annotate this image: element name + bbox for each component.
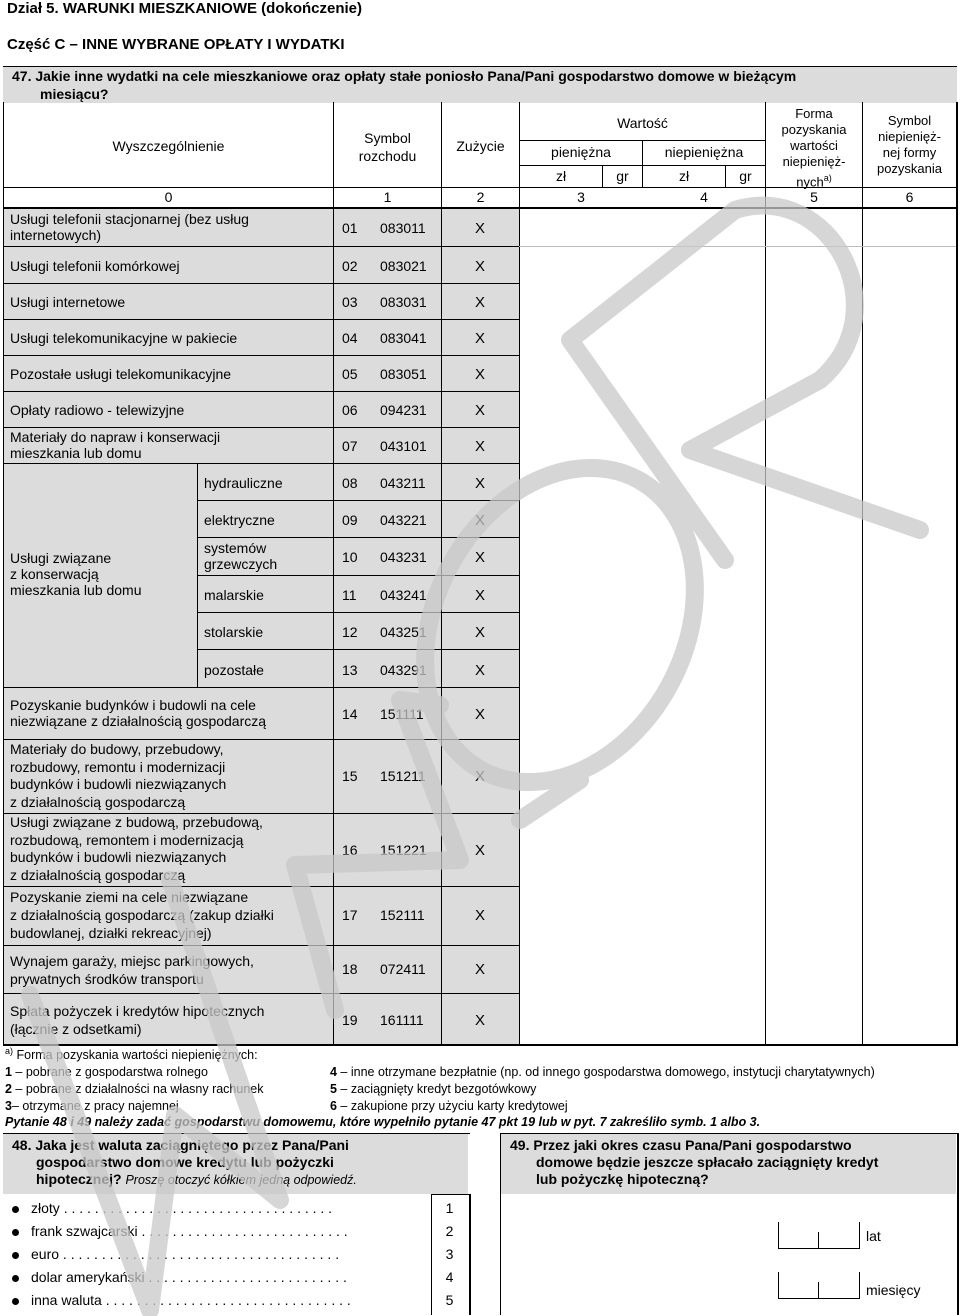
header-wyszczegolnienie: Wyszczególnienie <box>112 138 225 154</box>
header-symbol-niepieniezny: Symbol niepienięż- nej formy pozyskania <box>876 113 943 176</box>
table-row-label: Pozostałe usługi telekomunikacyjne <box>10 366 232 382</box>
table-row-label: elektryczne <box>204 512 275 528</box>
table-row-label: Materiały do napraw i konserwacji mieszkania lub domu <box>10 429 221 461</box>
row-x-mark: X <box>475 961 486 978</box>
row-x-mark: X <box>475 258 486 275</box>
table-row-label: Wynajem garaży, miejsc parkingowych, prywatnych środków transportu <box>10 953 254 987</box>
years-unit-label: lat <box>866 1228 881 1244</box>
row-symbol: 043101 <box>380 438 427 454</box>
bullet-icon <box>12 1229 19 1236</box>
header-wartosc: Wartość <box>617 115 668 131</box>
row-x-mark: X <box>475 438 486 455</box>
row-number: 02 <box>342 258 358 274</box>
col-number-1: 1 <box>383 189 392 205</box>
row-x-mark: X <box>475 294 486 311</box>
months-input[interactable] <box>778 1272 860 1299</box>
col-number-6: 6 <box>905 189 914 205</box>
row-x-mark: X <box>475 1012 486 1029</box>
row-number: 09 <box>342 512 358 528</box>
row-x-mark: X <box>475 706 486 723</box>
option-zloty[interactable]: złoty . . . . . . . . . . . . . . . . . . . . . . . . . . . . . . . . . . . <box>12 1200 332 1216</box>
footnote-item-2: 2 – pobrane z działalności na własny rachunek <box>5 1082 264 1096</box>
row-x-mark: X <box>475 768 486 785</box>
row-number: 03 <box>342 294 358 310</box>
option-code[interactable]: 3 <box>445 1246 454 1262</box>
footnote-title: $^{a)}$ Forma pozyskania wartości niepieniężnych: <box>5 1046 258 1063</box>
col-number-3: 3 <box>577 189 585 205</box>
row-symbol: 152111 <box>380 907 425 923</box>
answer-area[interactable] <box>520 209 956 1044</box>
row-x-mark: X <box>475 842 486 859</box>
header-zl-1: zł <box>555 168 567 184</box>
row-symbol: 043211 <box>380 475 426 491</box>
table-row-label: Usługi telefonii stacjonarnej (bez usług internetowych) <box>10 211 249 243</box>
row-symbol: 043251 <box>380 624 427 640</box>
table-row-label: stolarskie <box>204 624 264 640</box>
row-number: 08 <box>342 475 358 491</box>
row-number: 05 <box>342 366 358 382</box>
section-title: Dział 5. WARUNKI MIESZKANIOWE (dokończenie) <box>7 0 363 17</box>
col-number-0: 0 <box>164 189 173 205</box>
bullet-icon <box>12 1275 19 1282</box>
table-row-label: Opłaty radiowo - telewizyjne <box>10 402 185 418</box>
table-row-label: Usługi związane z budową, przebudową, rozbudową, remontem i modernizacją budynków i budowli niezwiązanych z działalnością gospodarczą <box>10 814 263 883</box>
row-x-mark: X <box>475 512 486 529</box>
table-row-label: Usługi internetowe <box>10 294 126 310</box>
table-row-label: Pozyskanie ziemi na cele niezwiązane z działalnością gospodarczą (zakup działki budowlanej, działki rekreacyjnej) <box>10 889 274 941</box>
footnote-item-5: 5 – zaciągnięty kredyt bezgotówkowy <box>330 1082 537 1096</box>
row-x-mark: X <box>475 330 486 347</box>
bullet-icon <box>12 1298 19 1305</box>
footnote-item-3: 3– otrzymane z pracy najemnej <box>5 1099 179 1113</box>
option-code[interactable]: 1 <box>445 1200 454 1216</box>
row-number: 17 <box>342 907 358 923</box>
header-gr-2: gr <box>739 168 752 184</box>
row-symbol: 083021 <box>380 258 427 274</box>
header-symbol: Symbol <box>364 130 411 146</box>
row-symbol: 083051 <box>380 366 427 382</box>
row-number: 12 <box>342 624 358 640</box>
table-row-label: pozostałe <box>204 662 264 678</box>
row-number: 01 <box>342 220 358 236</box>
row-number: 10 <box>342 549 358 565</box>
row-number: 18 <box>342 961 358 977</box>
row-x-mark: X <box>475 662 486 679</box>
question-49-text: 49. Przez jaki okres czasu Pana/Pani gospodarstwo domowe będzie jeszcze spłacało zaciągnięty kredyt lub pożyczkę hipoteczną? <box>510 1137 879 1187</box>
row-number: 19 <box>342 1012 358 1028</box>
header-pieniezna: pieniężna <box>551 144 611 160</box>
table-row-label: Pozyskanie budynków i budowli na cele niezwiązane z działalnością gospodarczą <box>10 697 267 729</box>
header-gr-1: gr <box>616 168 629 184</box>
row-x-mark: X <box>475 475 486 492</box>
header-forma: Forma pozyskania wartości niepienięż- nych$^{a)}$ <box>781 106 847 190</box>
row-number: 07 <box>342 438 358 454</box>
footnote-item-4: 4 – inne otrzymane bezpłatnie (np. od innego gospodarstwa domowego, instytucji charytatywnych) <box>330 1065 875 1079</box>
row-x-mark: X <box>475 549 486 566</box>
row-symbol: 083011 <box>380 220 426 236</box>
section-subtitle: Część C – INNE WYBRANE OPŁATY I WYDATKI <box>7 36 345 53</box>
question-47-text-cont: miesiącu? <box>40 86 109 102</box>
row-x-mark: X <box>475 366 486 383</box>
col-number-5: 5 <box>810 189 818 205</box>
col-number-4: 4 <box>700 189 708 205</box>
table-row-label: Usługi telefonii komórkowej <box>10 258 180 274</box>
row-number: 13 <box>342 662 358 678</box>
table-row-label: hydrauliczne <box>204 475 283 491</box>
months-unit-label: miesięcy <box>866 1282 921 1298</box>
bullet-icon <box>12 1206 19 1213</box>
bullet-icon <box>12 1252 19 1259</box>
row-number: 14 <box>342 706 358 722</box>
option-frank[interactable]: frank szwajcarski . . . . . . . . . . . . . . . . . . . . . . . . . . . <box>12 1223 348 1239</box>
years-input[interactable] <box>778 1222 860 1249</box>
table-row-label: malarskie <box>204 587 264 603</box>
option-code[interactable]: 5 <box>445 1292 454 1308</box>
row-symbol: 094231 <box>380 402 427 418</box>
row-x-mark: X <box>475 220 486 237</box>
header-zuzycie: Zużycie <box>456 138 505 154</box>
option-code[interactable]: 4 <box>445 1269 454 1285</box>
header-rozchodu: rozchodu <box>358 148 417 164</box>
row-symbol: 151221 <box>380 842 427 858</box>
instruction-note: Pytanie 48 i 49 należy zadać gospodarstwu domowemu, które wypełniło pytanie 47 pkt 19 lub w pyt. 7 zakreśliło symb. 1 albo 3. <box>5 1115 761 1129</box>
table-row-label: Materiały do budowy, przebudowy, rozbudowy, remontu i modernizacji budynków i budowli niezwiązanych z działalnością gospodarczą <box>10 741 227 810</box>
row-number: 15 <box>342 768 358 784</box>
row-symbol: 043221 <box>380 512 427 528</box>
row-x-mark: X <box>475 907 486 924</box>
footnote-item-6: 6 – zakupione przy użyciu karty kredytowej <box>330 1099 568 1113</box>
row-number: 04 <box>342 330 358 346</box>
header-niepieniezna: niepieniężna <box>664 144 744 160</box>
header-zl-2: zł <box>678 168 690 184</box>
row-symbol: 083041 <box>380 330 427 346</box>
row-number: 06 <box>342 402 358 418</box>
table-row-label: Usługi telekomunikacyjne w pakiecie <box>10 330 238 346</box>
row-number: 11 <box>342 587 357 603</box>
row-symbol: 043291 <box>380 662 427 678</box>
option-euro[interactable]: euro . . . . . . . . . . . . . . . . . . . . . . . . . . . . . . . . . . . . <box>12 1246 339 1262</box>
option-inna[interactable]: inna waluta . . . . . . . . . . . . . . . . . . . . . . . . . . . . . . . . <box>12 1292 351 1308</box>
option-dolar[interactable]: dolar amerykański . . . . . . . . . . . . . . . . . . . . . . . . . . <box>12 1269 347 1285</box>
group-label: Usługi związane z konserwacją mieszkania lub domu <box>10 550 142 598</box>
row-symbol: 083031 <box>380 294 427 310</box>
question-47-text: 47. Jakie inne wydatki na cele mieszkaniowe oraz opłaty stałe poniosło Pana/Pani gospodarstwo domowe w bieżącym <box>12 68 797 84</box>
row-symbol: 151211 <box>380 768 426 784</box>
row-symbol: 043231 <box>380 549 427 565</box>
row-symbol: 072411 <box>380 961 426 977</box>
row-x-mark: X <box>475 402 486 419</box>
footnote-item-1: 1 – pobrane z gospodarstwa rolnego <box>5 1065 208 1079</box>
row-symbol: 151111 <box>380 706 424 722</box>
row-x-mark: X <box>475 587 486 604</box>
row-symbol: 043241 <box>380 587 427 603</box>
question-48-text: 48. Jaka jest waluta zaciągniętego przez Pana/Pani gospodarstwo domowe kredytu lub pożyczki hipotecznej? Proszę otoczyć kółkiem jedną odpowiedź. <box>12 1137 357 1187</box>
row-symbol: 161111 <box>380 1012 424 1028</box>
row-number: 16 <box>342 842 358 858</box>
row-x-mark: X <box>475 624 486 641</box>
option-code[interactable]: 2 <box>445 1223 454 1239</box>
col-number-2: 2 <box>476 189 485 205</box>
table-row-label: Spłata pożyczek i kredytów hipotecznych (łącznie z odsetkami) <box>10 1003 265 1037</box>
table-row-label: systemów grzewczych <box>204 540 278 572</box>
